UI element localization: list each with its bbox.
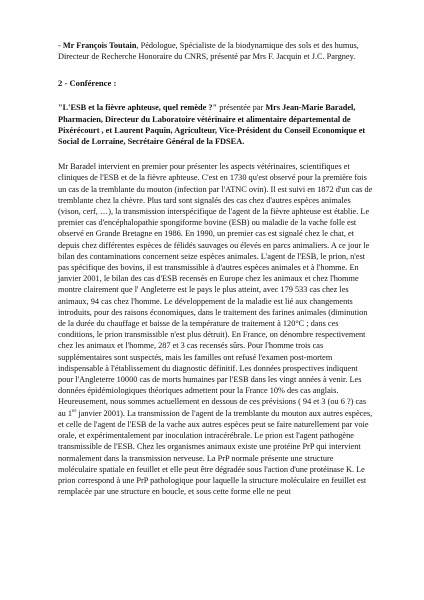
presented-by-text: présentée par <box>217 103 266 113</box>
section-heading: 2 - Conférence : <box>58 78 117 89</box>
body-paragraph <box>58 161 374 497</box>
conference-title: "L'ESB et la fièvre aphteuse, quel remède ?" <box>58 103 218 113</box>
body-text-part2: janvier 2001). La transmission de l'agent de la tremblante du mouton aux autres espèces, et celle de l'agent de l'ESB de la vache aux autres espèces peut se faire naturellement par voie orale, et expérimentalement par inoculation intracérébrale. Le prion est l'agent pathogène transmissible de l'ESB. Chez les organismes animaux existe une protéine PrP qui intervient normalement dans la transmission nerveuse. La PrP normale présente une structure moléculaire spatiale en feuillet et elle peut être dégradée sous l'action d'une protéinase K. Le prion correspond à une PrP pathologique pour laquelle la structure moléculaire en feuillet est remplacée par une structure en boucle, et sous cette forme elle ne peut <box>58 408 373 497</box>
presenters: Mrs Jean-Marie Baradel, Pharmacien, Directeur du Laboratoire vétérinaire et alimentaire départemental de Pixérécourt , et Laurent Paquin, Agriculteur, Vice-Président du Conseil Economique et Social de Lorraine, Secrétaire Général de la FDSEA. <box>58 103 366 147</box>
speaker-description: , Pédologue, Spécialiste de la biodynamique des sols et des humus, Directeur de Recherche Honoraire du CNRS, présenté par Mrs F. Jacquin et J.C. Pargney. <box>58 41 359 62</box>
intro-paragraph <box>58 40 374 62</box>
body-text-part1: Mr Baradel intervient en premier pour présenter les aspects vétérinaires, scientifiques et cliniques de l'ESB et de la fièvre aphteuse. C'est en 1730 qu'est observé pour la première fois un cas de la tremblante du mouton (infection par l'ATNC ovin). Il est suivi en 1872 d'un cas de tremblante chez la chèvre. Plus tard sont signalés des cas chez d'autres espèces animales (vison, cerf, …), la transmission interspécifique de l'agent de la fièvre aphteuse est établie. Le premier cas d'encéphalopathie spongiforme bovine (ESB) ou maladie de la vache folle est observé en Grande Bretagne en 1986. En 1990, un premier cas est signalé chez le chat, et depuis chez différentes espèces de félidés sauvages ou élevés en parcs animaliers. A ce jour le bilan des contaminations concernent seize espèces animales. L'agent de l'ESB, le prion, n'est pas spécifique des bovins, il est transmissible à d'autres espèces animales et à l'homme. En janvier 2001, le bilan des cas d'ESB recensés en Europe chez les animaux et chez l'homme montre clairement que l' Angleterre est le pays le plus atteint, avec 179 533 cas chez les animaux, 94 cas chez l'homme. Le développement de la maladie est lié aux changements introduits, pour des raisons économiques, dans le traitement des farines animales (diminution de la durée du chauffage et baisse de la température de traitement à 120°C ; dans ces conditions, le prion transmissible n'est plus détruit). En France, on dénombre respectivement chez les animaux et l'homme, 287 et 3 cas recensés sûrs. Pour l'homme trois cas supplémentaires sont suspectés, mais les familles ont refusé l'examen post-mortem indispensable à l'établissement du diagnostic définitif. Les données prospectives indiquent pour l'Angleterre 10000 cas de morts humaines par l'ESB dans les vingt années à venir. Les données épidémiologiques théoriques admettent pour la France 10% des cas anglais. Heureusement, nous sommes actuellement en dessous de ces prévisions ( 94 et 3 (ou 6 ?) cas au 1 <box>58 162 373 418</box>
speaker-name: Mr François Toutain <box>62 41 137 50</box>
ordinal-superscript: er <box>72 407 77 414</box>
conference-presentation <box>58 102 374 147</box>
intro-prefix: - <box>58 41 63 50</box>
